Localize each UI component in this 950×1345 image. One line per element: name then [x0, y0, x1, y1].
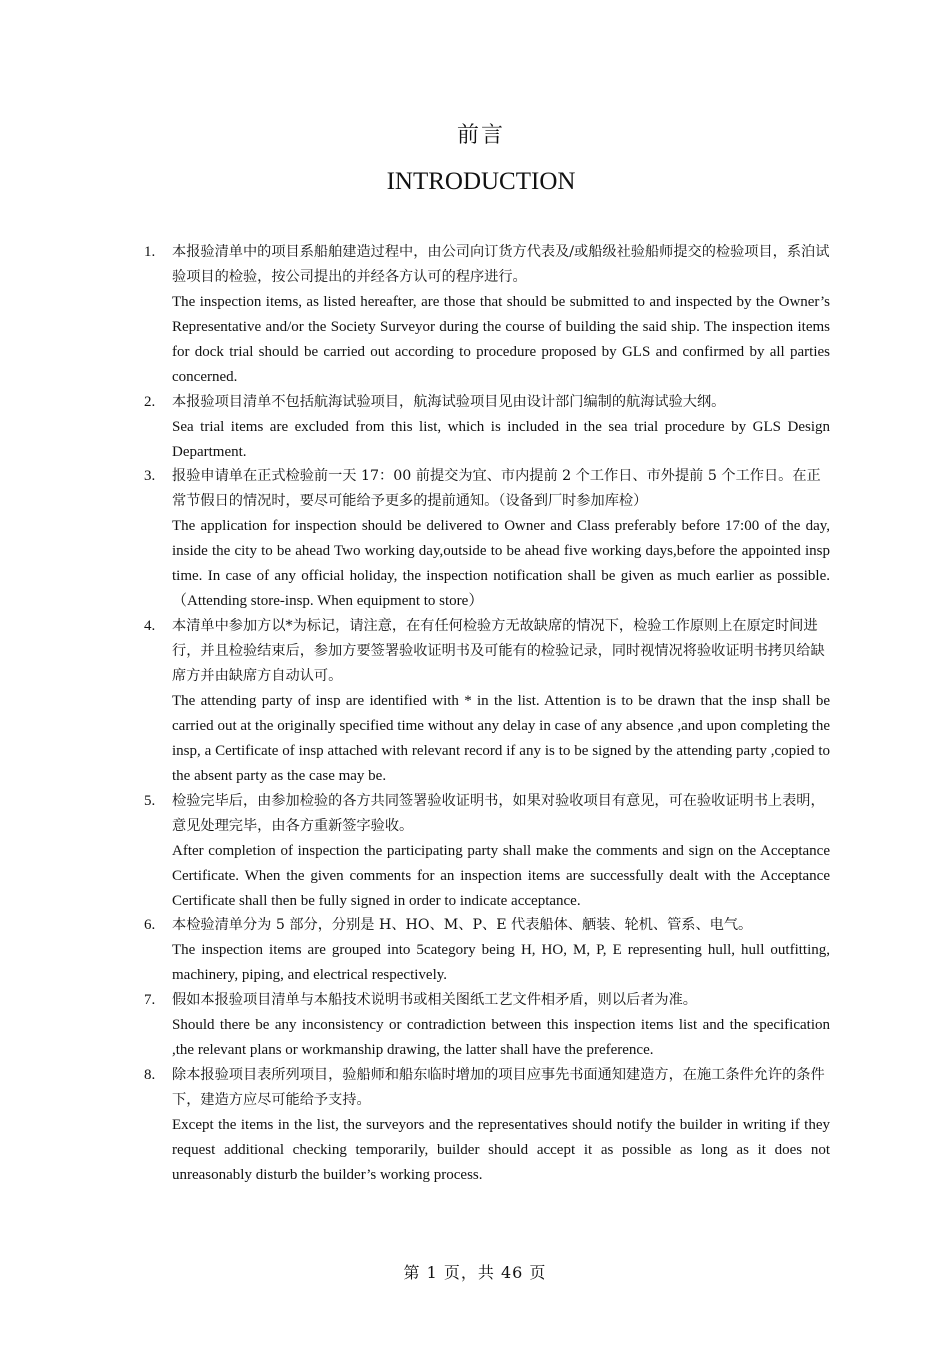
- page-title-chinese: 前言: [456, 123, 505, 148]
- item-text-chinese: 本报验清单中的项目系船舶建造过程中，由公司向订货方代表及/或船级社验船师提交的检验项目，系泊试验项目的检验，按公司提出的并经各方认可的程序进行。: [172, 244, 830, 285]
- item-text-english: After completion of inspection the participating party shall make the comments and sign on the Acceptance Certificate. When the given comments for an inspection items are successfully dealt with the Acceptance Certificate shall then be fully signed in order to indicate acceptance.: [172, 842, 830, 909]
- item-text-english: Should there be any inconsistency or contradiction between this inspection items list and the specification ,the relevant plans or workmanship drawing, the latter shall have the preference.: [172, 1017, 830, 1059]
- page-title-english: INTRODUCTION: [386, 168, 576, 195]
- item-text-english: The attending party of insp are identified with * in the list. Attention is to be drawn that the insp shall be carried out at the originally specified time without any delay in case of any absence ,and upon completing the insp, a Certificate of insp attached with relevant record if any is to be signed by the attending party ,copied to the absent party as the case may be.: [172, 693, 830, 784]
- list-item: [140, 988, 830, 1063]
- list-item: [140, 614, 830, 789]
- item-text-chinese: 本清单中参加方以*为标记，请注意，在有任何检验方无故缺席的情况下，检验工作原则上在原定时间进行，并且检验结束后，参加方要签署验收证明书及可能有的检验记录，同时视情况将验收证明书拷贝给缺席方并由缺席方自动认可。: [172, 618, 825, 685]
- item-number: 5.: [144, 792, 156, 809]
- item-text-chinese: 本报验项目清单不包括航海试验项目，航海试验项目见由设计部门编制的航海试验大纲。: [172, 393, 726, 410]
- item-number: 7.: [144, 992, 156, 1009]
- item-text-english: The application for inspection should be delivered to Owner and Class preferably before 17:00 of the day, inside the city to be ahead Two working day,outside to be ahead five working days,before the appointed insp time. In case of any official holiday, the inspection notification shall be given as much earlier as possible.（Attending store-insp. When equipment to store）: [172, 518, 830, 610]
- item-text-english: The inspection items, as listed hereafter, are those that should be submitted to and inspected by the Owner’s Representative and/or the Society Surveyor during the course of building the said ship. The inspection items for dock trial should be carried out according to procedure proposed by GLS and confirmed by all parties concerned.: [172, 294, 830, 385]
- item-text-chinese: 报验申请单在正式检验前一天 17：00 前提交为宜、市内提前 2 个工作日、市外提前 5 个工作日。在正常节假日的情况时，要尽可能给予更多的提前通知。（设备到厂时参加库检）: [172, 468, 821, 510]
- item-text-chinese: 假如本报验项目清单与本船技术说明书或相关图纸工艺文件相矛盾，则以后者为准。: [172, 992, 697, 1009]
- item-number: 8.: [144, 1067, 156, 1084]
- item-text-chinese: 检验完毕后，由参加检验的各方共同签署验收证明书，如果对验收项目有意见，可在验收证明书上表明，意见处理完毕，由各方重新签字验收。: [172, 792, 825, 834]
- list-item: [140, 390, 830, 465]
- introduction-list: [140, 240, 830, 1188]
- item-text-chinese: 本检验清单分为 5 部分，分别是 H、HO、M、P、E 代表船体、舾装、轮机、管系、电气。: [172, 917, 753, 934]
- item-text-english: Except the items in the list, the surveyors and the representatives should notify the builder in writing if they request additional checking temporarily, builder should accept it as possible as long as it does not unreasonably disturb the builder’s working process.: [172, 1117, 830, 1183]
- item-text-english: Sea trial items are excluded from this list, which is included in the sea trial procedure by GLS Design Department.: [172, 418, 830, 460]
- item-number: 1.: [144, 244, 156, 260]
- list-item: [140, 240, 830, 390]
- list-item: [140, 464, 830, 614]
- item-number: 6.: [144, 917, 156, 934]
- item-number: 4.: [144, 618, 156, 635]
- list-item: [140, 1063, 830, 1188]
- item-number: 2.: [144, 393, 156, 410]
- page-number-footer: 第 1 页，共 46 页: [403, 1263, 547, 1282]
- item-text-chinese: 除本报验项目表所列项目，验船师和船东临时增加的项目应事先书面通知建造方，在施工条件允许的条件下，建造方应尽可能给予支持。: [172, 1067, 825, 1109]
- list-item: [140, 913, 830, 988]
- item-number: 3.: [144, 468, 156, 485]
- list-item: [140, 789, 830, 914]
- item-text-english: The inspection items are grouped into 5category being H, HO, M, P, E representing hull, hull outfitting, machinery, piping, and electrical respectively.: [172, 942, 830, 984]
